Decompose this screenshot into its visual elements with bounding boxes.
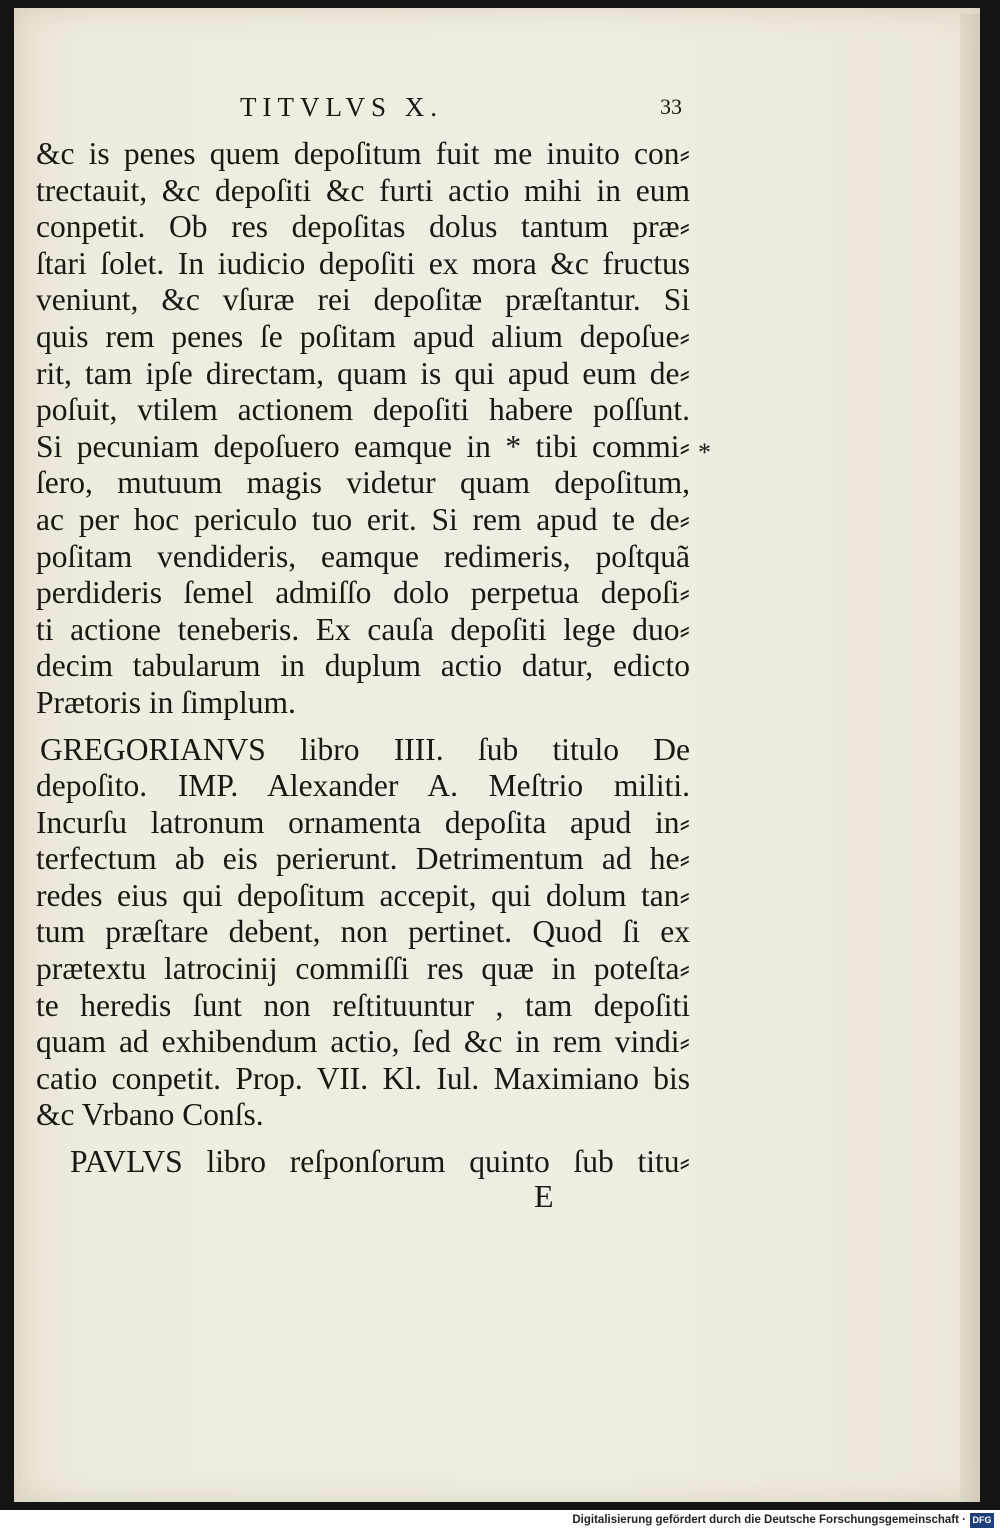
text-line: catio conpetit. Prop. VII. Kl. Iul. Maximiano bis xyxy=(36,1060,690,1096)
text-line: ti actione teneberis. Ex cauſa depoſiti lege duo⸗ xyxy=(36,611,690,647)
text-line: rit, tam ipſe directam, quam is qui apud eum de⸗ xyxy=(36,355,690,391)
marginal-asterisk: * xyxy=(698,438,711,467)
text-line: PAVLVS libro reſponſorum quinto ſub titu⸗ xyxy=(70,1144,690,1180)
text-line: redes eius qui depoſitum accepit, qui dolum tan⸗ xyxy=(36,877,690,913)
page-number: 33 xyxy=(660,94,682,119)
text-line: ſtari ſolet. In iudicio depoſiti ex mora &c fructus xyxy=(36,245,690,281)
text-line: poſitam vendideris, eamque redimeris, poſtquã xyxy=(36,538,690,574)
text-line: quis rem penes ſe poſitam apud alium depoſue⸗ xyxy=(36,318,690,354)
paragraph-depositum xyxy=(36,136,690,722)
text-line: trectauit, &c depoſiti &c furti actio mihi in eum xyxy=(36,172,690,208)
text-line: &c is penes quem depoſitum fuit me inuito con⸗ xyxy=(36,136,690,171)
text-line: terfectum ab eis perierunt. Detrimentum ad he⸗ xyxy=(36,841,690,877)
text-line: ac per hoc periculo tuo erit. Si rem apud te de⸗ xyxy=(36,501,690,537)
text-line: depoſito. IMP. Alexander A. Meſtrio militi. xyxy=(36,768,690,804)
text-line: perdideris ſemel admiſſo dolo perpetua depoſi⸗ xyxy=(36,575,690,611)
page-edge xyxy=(960,14,980,1502)
text-line: conpetit. Ob res depoſitas dolus tantum præ⸗ xyxy=(36,209,690,245)
text-line: quam ad exhibendum actio, ſed &c in rem vindi⸗ xyxy=(36,1024,690,1060)
text-line: tum præſtare debent, non pertinet. Quod ſi ex xyxy=(36,914,690,950)
text-line: Prætoris in ſimplum. xyxy=(36,684,296,720)
digitization-footer xyxy=(0,1510,1000,1532)
text-line: Incurſu latronum ornamenta depoſita apud in⸗ xyxy=(36,804,690,840)
text-line: prætextu latrocinij commiſſi res quæ in poteſta⸗ xyxy=(36,951,690,987)
text-line: poſuit, vtilem actionem depoſiti habere poſſunt. xyxy=(36,392,690,428)
signature-mark: E xyxy=(534,1178,554,1214)
text-line: decim tabularum in duplum actio datur, edicto xyxy=(36,648,690,684)
running-title: TITVLVS X. xyxy=(240,92,444,122)
text-line: ſero, mutuum magis videtur quam depoſitum, xyxy=(36,465,690,501)
text-line: Si pecuniam depoſuero eamque in * tibi commi⸗ xyxy=(36,428,690,464)
text-line: veniunt, &c vſuræ rei depoſitæ præſtantur. Si xyxy=(36,282,690,318)
paragraph-gregorianus xyxy=(36,732,690,1135)
text-line: GREGORIANVS libro IIII. ſub titulo De xyxy=(40,731,690,767)
dfg-logo-icon: DFG xyxy=(970,1513,994,1528)
text-line: &c Vrbano Conſs. xyxy=(36,1097,264,1133)
page-header xyxy=(230,92,690,132)
main-text xyxy=(36,136,690,1181)
footer-credit: Digitalisierung gefördert durch die Deutsche Forschungsgemeinschaft · xyxy=(572,1514,966,1526)
text-line: te heredis ſunt non reſtituuntur , tam depoſiti xyxy=(36,987,690,1023)
paragraph-paulus xyxy=(36,1144,690,1181)
